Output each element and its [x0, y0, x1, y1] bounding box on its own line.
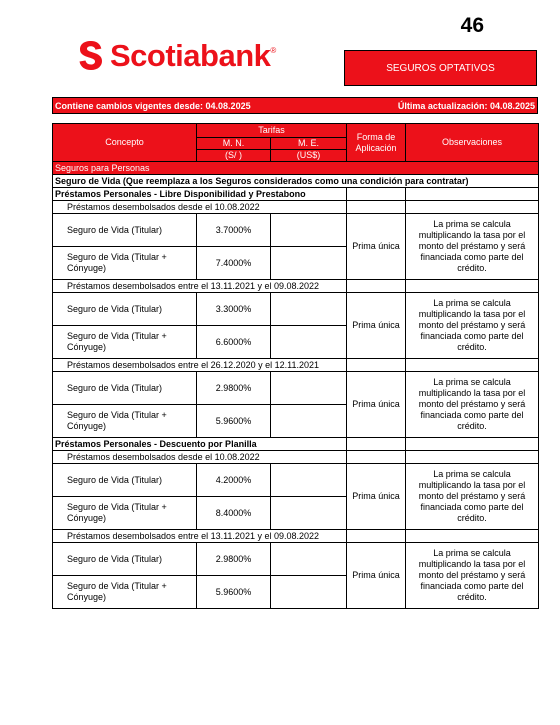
- period-label: Préstamos desembolsados entre el 13.11.2021 y el 09.08.2022: [53, 280, 347, 293]
- rate-me: [271, 326, 347, 359]
- period-label: Préstamos desembolsados entre el 13.11.2021 y el 09.08.2022: [53, 530, 347, 543]
- forma-aplicacion: Prima única: [347, 293, 406, 359]
- insurance-type: Seguro de Vida (Titular + Cónyuge): [53, 576, 197, 609]
- empty-cell: [406, 438, 539, 451]
- section-title: Seguros para Personas: [53, 162, 539, 175]
- header-mn: M. N.: [197, 138, 271, 150]
- insurance-type: Seguro de Vida (Titular + Cónyuge): [53, 405, 197, 438]
- rate-me: [271, 497, 347, 530]
- empty-cell: [406, 359, 539, 372]
- header-forma: Forma de Aplicación: [347, 124, 406, 162]
- empty-cell: [406, 188, 539, 201]
- insurance-type: Seguro de Vida (Titular + Cónyuge): [53, 326, 197, 359]
- rate-mn: 7.4000%: [197, 247, 271, 280]
- forma-aplicacion: Prima única: [347, 372, 406, 438]
- empty-cell: [347, 280, 406, 293]
- empty-cell: [347, 438, 406, 451]
- last-update: Última actualización: 04.08.2025: [397, 100, 535, 111]
- rate-mn: 4.2000%: [197, 464, 271, 497]
- period-label: Préstamos desembolsados desde el 10.08.2022: [53, 451, 347, 464]
- header-tarifas: Tarifas: [197, 124, 347, 138]
- table-row: [53, 372, 539, 405]
- rate-me: [271, 543, 347, 576]
- empty-cell: [406, 530, 539, 543]
- empty-cell: [347, 451, 406, 464]
- observaciones: La prima se calcula multiplicando la tasa por el monto del préstamo y será financiada como parte del crédito.: [406, 464, 539, 530]
- rate-me: [271, 214, 347, 247]
- rate-me: [271, 372, 347, 405]
- rate-mn: 3.3000%: [197, 293, 271, 326]
- table-row: [53, 293, 539, 326]
- empty-cell: [406, 280, 539, 293]
- rate-mn: 3.7000%: [197, 214, 271, 247]
- rate-me: [271, 464, 347, 497]
- rate-mn: 8.4000%: [197, 497, 271, 530]
- empty-cell: [406, 201, 539, 214]
- registered-mark: ®: [270, 46, 277, 55]
- rate-mn: 6.6000%: [197, 326, 271, 359]
- insurance-type: Seguro de Vida (Titular + Cónyuge): [53, 497, 197, 530]
- table-row: [53, 214, 539, 247]
- table-row: [53, 543, 539, 576]
- header-mn-currency: (S/ ): [197, 150, 271, 162]
- forma-aplicacion: Prima única: [347, 543, 406, 609]
- empty-cell: [347, 201, 406, 214]
- block-title: Préstamos Personales - Descuento por Planilla: [53, 438, 347, 451]
- document-title: SEGUROS OPTATIVOS: [344, 50, 537, 86]
- product-title: Seguro de Vida (Que reemplaza a los Seguros considerados como una condición para contratar): [53, 175, 539, 188]
- rates-table: [52, 123, 539, 609]
- empty-cell: [406, 451, 539, 464]
- header-observaciones: Observaciones: [406, 124, 539, 162]
- header-me: M. E.: [271, 138, 347, 150]
- block-title: Préstamos Personales - Libre Disponibilidad y Prestabono: [53, 188, 347, 201]
- scotiabank-logo: [78, 38, 276, 74]
- insurance-type: Seguro de Vida (Titular): [53, 372, 197, 405]
- page-number: 46: [460, 14, 484, 37]
- rate-mn: 5.9600%: [197, 576, 271, 609]
- insurance-type: Seguro de Vida (Titular): [53, 214, 197, 247]
- observaciones: La prima se calcula multiplicando la tasa por el monto del préstamo y será financiada como parte del crédito.: [406, 372, 539, 438]
- header-concepto: Concepto: [53, 124, 197, 162]
- rate-mn: 2.9800%: [197, 372, 271, 405]
- header-me-currency: (US$): [271, 150, 347, 162]
- rate-me: [271, 293, 347, 326]
- rate-mn: 5.9600%: [197, 405, 271, 438]
- rate-me: [271, 576, 347, 609]
- insurance-type: Seguro de Vida (Titular): [53, 543, 197, 576]
- insurance-type: Seguro de Vida (Titular): [53, 293, 197, 326]
- empty-cell: [347, 530, 406, 543]
- rate-me: [271, 247, 347, 280]
- insurance-type: Seguro de Vida (Titular): [53, 464, 197, 497]
- table-row: [53, 464, 539, 497]
- info-bar: [52, 97, 538, 114]
- brand-name: Scotiabank: [110, 38, 271, 73]
- insurance-type: Seguro de Vida (Titular + Cónyuge): [53, 247, 197, 280]
- scotiabank-s-icon: [78, 39, 104, 73]
- period-label: Préstamos desembolsados desde el 10.08.2022: [53, 201, 347, 214]
- empty-cell: [347, 359, 406, 372]
- effective-date: Contiene cambios vigentes desde: 04.08.2025: [55, 100, 251, 111]
- rate-mn: 2.9800%: [197, 543, 271, 576]
- empty-cell: [347, 188, 406, 201]
- rate-me: [271, 405, 347, 438]
- forma-aplicacion: Prima única: [347, 464, 406, 530]
- observaciones: La prima se calcula multiplicando la tasa por el monto del préstamo y será financiada como parte del crédito.: [406, 293, 539, 359]
- forma-aplicacion: Prima única: [347, 214, 406, 280]
- observaciones: La prima se calcula multiplicando la tasa por el monto del préstamo y será financiada como parte del crédito.: [406, 543, 539, 609]
- period-label: Préstamos desembolsados entre el 26.12.2020 y el 12.11.2021: [53, 359, 347, 372]
- observaciones: La prima se calcula multiplicando la tasa por el monto del préstamo y será financiada como parte del crédito.: [406, 214, 539, 280]
